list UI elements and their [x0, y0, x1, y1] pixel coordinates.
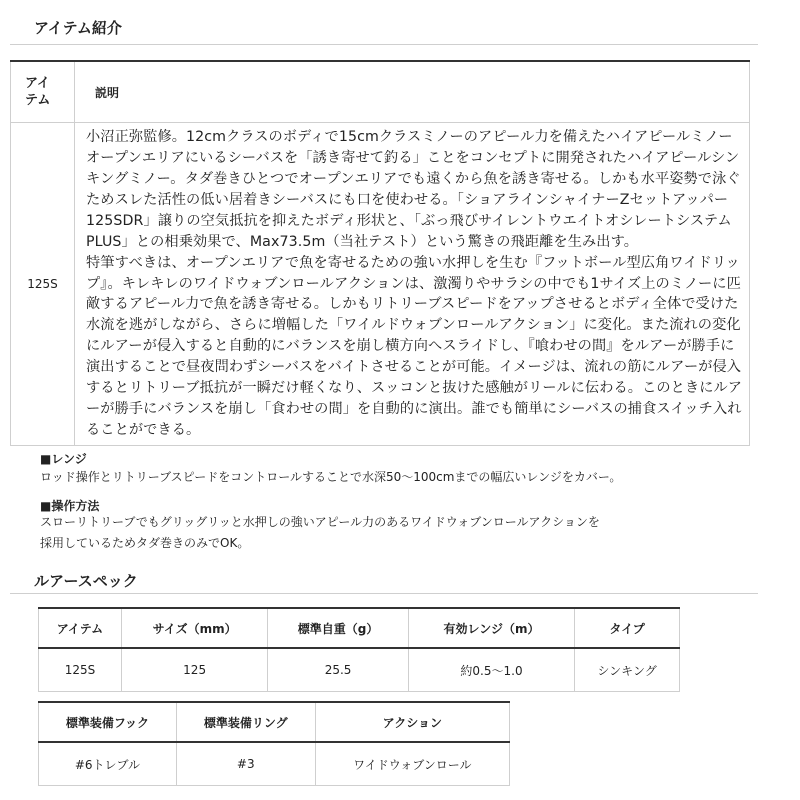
intro-table-header-row: [11, 61, 750, 123]
spec-header-range: 有効レンジ（m）: [408, 608, 574, 648]
intro-header-desc: 説明: [75, 61, 750, 123]
lure-spec-header: [10, 564, 758, 594]
spec-value-weight: 25.5: [268, 648, 409, 692]
item-intro-title: アイテム紹介: [34, 19, 122, 37]
spec-header-ring: 標準装備リング: [176, 702, 315, 742]
range-text: ロッド操作とリトリーブスピードをコントロールすることで水深50～100cmまでの幅広いレンジをカバー。: [40, 470, 622, 484]
spec-header-item: アイテム: [39, 608, 122, 648]
item-intro-header: [10, 8, 758, 45]
spec-header-hook: 標準装備フック: [39, 702, 177, 742]
spec-value-size: 125: [121, 648, 267, 692]
spec-table-2-header-row: [39, 702, 510, 742]
intro-header-item-line2: テム: [25, 93, 51, 108]
spec-value-type: シンキング: [575, 648, 680, 692]
range-title: ■レンジ: [40, 452, 87, 466]
spec-header-type: タイプ: [575, 608, 680, 648]
spec-table-2-value-row: [39, 742, 510, 786]
intro-description: [75, 123, 750, 446]
spec-table-2: [38, 701, 510, 786]
intro-header-item: [11, 61, 75, 123]
spec-header-weight: 標準自重（g）: [268, 608, 409, 648]
operation-text: [40, 512, 600, 554]
lure-spec-title: ルアースペック: [34, 572, 138, 590]
spec-table-1-value-row: [39, 648, 680, 692]
spec-header-size: サイズ（mm）: [121, 608, 267, 648]
spec-value-item: 125S: [39, 648, 122, 692]
intro-item-name: 125S: [11, 123, 75, 446]
operation-text-line-2: 採用しているためタダ巻きのみでOK。: [40, 536, 250, 550]
spec-value-hook: #6トレブル: [39, 742, 177, 786]
spec-table-1: [38, 607, 680, 692]
spec-value-action: ワイドウォブンロール: [315, 742, 509, 786]
spec-header-action: アクション: [315, 702, 509, 742]
item-intro-table: [10, 60, 750, 446]
intro-header-item-line1: アイ: [25, 76, 50, 91]
operation-text-line-1: スローリトリーブでもグリッグリッと水押しの強いアピール力のあるワイドウォブンロールアクションを: [40, 515, 600, 529]
intro-table-row: [11, 123, 750, 446]
spec-value-range: 約0.5～1.0: [408, 648, 574, 692]
operation-title: ■操作方法: [40, 499, 100, 513]
spec-value-ring: #3: [176, 742, 315, 786]
intro-description-para-2: 特筆すべきは、オープンエリアで魚を寄せるための強い水押しを生む『フットボール型広角ワイドリップ』。キレキレのワイドウォブンロールアクションは、激濁りやサラシの中でも1サイズ上のミノーに匹敵するアピール力で魚を誘き寄せる。しかもリトリーブスピードをアップさせるとボディ全体で受けた水流を逃がしながら、さらに増幅した「ワイルドウォブンロールアクション」に変化。また流れの変化にルアーが侵入すると自動的にバランスを崩し横方向へスライドし、『喰わせの間』をルアーが勝手に演出することで昼夜問わずシーバスをバイトさせることが可能。イメージは、流れの筋にルアーが侵入するとリトリーブ抵抗が一瞬だけ軽くなり、スッコンと抜けた感触がリールに伝わる。このときにルアーが勝手にバランスを崩し「食わせの間」を自動的に演出。誰でも簡単にシーバスの捕食スイッチ入れることができる。: [86, 254, 743, 438]
intro-description-para-1: 小沼正弥監修。12cmクラスのボディで15cmクラスミノーのアピール力を備えたハイアピールミノー オープンエリアにいるシーバスを「誘き寄せて釣る」ことをコンセプトに開発されたハイアピールシンキングミノー。タダ巻きひとつでオープンエリアでも遠くから魚を誘き寄せる。しかも水平姿勢で泳ぐためスレた活性の低い居着きシーバスにも口を使わせる。「ショアラインシャイナーZセットアッパー125SDR」譲りの空気抵抗を抑えたボディ形状と、「ぶっ飛びサイレントウエイトオシレートシステムPLUS」との相乗効果で、Max73.5m（当社テスト）という驚きの飛距離を生み出す。: [86, 129, 741, 250]
spec-table-1-header-row: [39, 608, 680, 648]
